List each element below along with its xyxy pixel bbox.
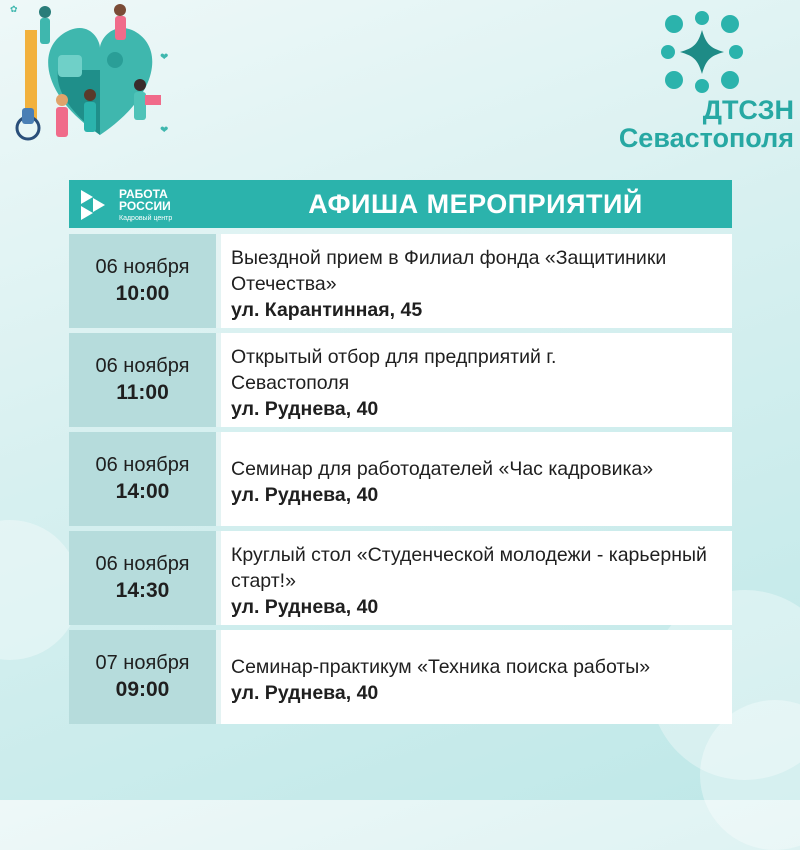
event-date: 06 ноября	[95, 256, 190, 278]
event-title: Выездной прием в Филиал фонда «Защитиники Отечества»	[231, 246, 667, 295]
event-address: ул. Руднева, 40	[231, 681, 379, 704]
event-title: Круглый стол «Студенческой молодежи - карьерный старт!»	[231, 543, 707, 592]
event-address: ул. Руднева, 40	[231, 595, 379, 618]
event-datetime	[69, 531, 221, 625]
event-row	[69, 531, 732, 625]
rabota-rossii-subtitle: Кадровый центр	[119, 215, 173, 222]
dtszn-emblem-icon	[660, 10, 744, 94]
svg-text:✿: ✿	[10, 4, 18, 14]
event-address: ул. Руднева, 40	[231, 397, 379, 420]
event-title: Семинар для работодателей «Час кадровика»	[231, 457, 654, 480]
event-details	[221, 333, 732, 427]
event-row	[69, 234, 732, 328]
event-row	[69, 432, 732, 526]
event-title: Открытый отбор для предприятий г. Севастополя	[231, 345, 557, 394]
dtszn-title-line1: ДТСЗН	[702, 95, 794, 125]
event-time: 11:00	[116, 381, 169, 404]
event-row	[69, 333, 732, 427]
event-date: 06 ноября	[95, 553, 190, 575]
background-circle	[0, 520, 80, 660]
event-details	[221, 432, 732, 526]
rabota-rossii-arrows-icon	[79, 186, 109, 222]
event-datetime	[69, 630, 221, 724]
dtszn-logo	[594, 6, 794, 156]
event-row	[69, 630, 732, 724]
event-datetime	[69, 333, 221, 427]
event-title: Семинар-практикум «Техника поиска работы»	[231, 655, 651, 678]
event-details	[221, 234, 732, 328]
dtszn-title-line2: Севастополя	[618, 123, 794, 153]
event-address: ул. Карантинная, 45	[231, 298, 423, 321]
rabota-rossii-line2: РОССИИ	[119, 199, 171, 213]
event-date: 06 ноября	[95, 355, 190, 377]
events-header	[69, 180, 732, 228]
event-datetime	[69, 234, 221, 328]
event-time: 14:30	[115, 579, 170, 602]
rabota-rossii-line1: РАБОТА	[119, 187, 168, 201]
event-time: 10:00	[115, 282, 170, 305]
event-time: 14:00	[115, 480, 170, 503]
page-title: АФИША МЕРОПРИЯТИЙ	[308, 189, 643, 219]
volunteers-heart-illustration	[0, 0, 200, 150]
event-datetime	[69, 432, 221, 526]
event-date: 07 ноября	[95, 652, 190, 674]
rabota-rossii-logo	[79, 184, 219, 224]
svg-text:❤: ❤	[160, 52, 169, 63]
event-date: 06 ноября	[95, 454, 190, 476]
event-details	[221, 531, 732, 625]
rabota-rossii-name	[119, 188, 171, 212]
svg-text:❤: ❤	[160, 125, 169, 136]
event-details	[221, 630, 732, 724]
event-address: ул. Руднева, 40	[231, 483, 379, 506]
dtszn-title	[594, 96, 794, 152]
event-time: 09:00	[115, 678, 170, 701]
